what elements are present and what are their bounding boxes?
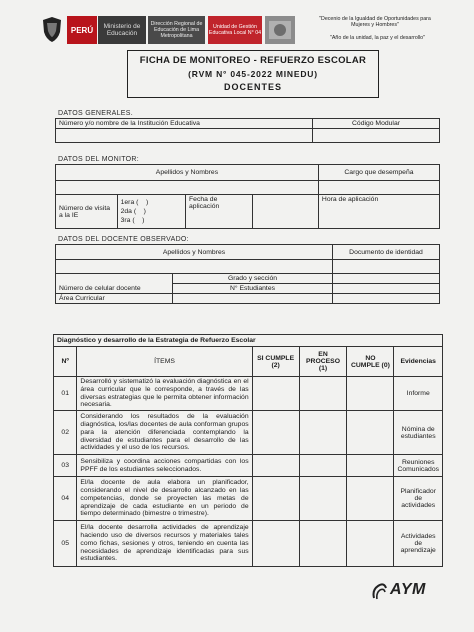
estudiantes-label: N° Estudiantes: [173, 284, 333, 294]
ugel-box: [208, 16, 262, 44]
estudiantes-field[interactable]: [333, 284, 440, 294]
aym-flourish-icon: [370, 580, 390, 602]
row-no-cell[interactable]: [347, 521, 394, 567]
title-sub: DOCENTES: [223, 82, 282, 92]
monitor-cargo-field[interactable]: [318, 181, 439, 195]
row-si-cell[interactable]: [252, 377, 299, 411]
table-row: [54, 521, 443, 567]
row-no-cell[interactable]: [347, 377, 394, 411]
row-proceso-cell[interactable]: [299, 477, 347, 521]
row-evidence: Informe: [394, 377, 443, 411]
fecha-label: Fecha de aplicación: [186, 195, 253, 229]
datos-docente-heading: DATOS DEL DOCENTE OBSERVADO:: [58, 236, 189, 243]
header-evidencias: Evidencias: [394, 347, 443, 377]
peru-label: PERÚ: [70, 25, 94, 35]
area-field[interactable]: [173, 294, 333, 304]
grado-label: Grado y sección: [173, 274, 333, 284]
hora-label: Hora de aplicación: [321, 196, 379, 203]
diagnostico-title: Diagnóstico y desarrollo de la Estrategia de Refuerzo Escolar: [54, 335, 443, 347]
decenio-text: "Decenio de la Igualdad de Oportunidades para Mujeres y Hombres": [319, 16, 431, 29]
fecha-field[interactable]: [252, 195, 318, 229]
row-proceso-cell[interactable]: [299, 455, 347, 477]
institucion-label: Número y/o nombre de la Institución Educativa: [56, 119, 313, 129]
table-row: [54, 377, 443, 411]
visita-options: [117, 195, 185, 229]
area-extra-field[interactable]: [333, 294, 440, 304]
area-label: Área Curricular: [56, 294, 173, 304]
hora-cell[interactable]: [318, 195, 439, 229]
title-box: [127, 50, 379, 98]
datos-generales-table: [55, 118, 440, 143]
header-si: SI CUMPLE (2): [252, 347, 299, 377]
header-items: ÍTEMS: [77, 347, 252, 377]
row-proceso-cell[interactable]: [299, 377, 347, 411]
datos-monitor-heading: DATOS DEL MONITOR:: [58, 156, 139, 163]
docente-celular-label: Número de celular docente: [56, 274, 173, 294]
row-proceso-cell[interactable]: [299, 411, 347, 455]
anio-text: "Año de la unidad, la paz y el desarrollo": [329, 35, 426, 41]
row-item-text: Desarrolló y sistematizó la evaluación diagnóstica en el área curricular que le corresponde, a través de las diversas estrategias que le permita obtener información necesaria.: [77, 377, 252, 411]
row-number: 03: [54, 455, 77, 477]
visita-2[interactable]: 2da ( ): [120, 207, 146, 215]
monitor-apellidos-field[interactable]: [56, 181, 319, 195]
docente-apellidos-label: Apellidos y Nombres: [56, 245, 333, 260]
row-number: 04: [54, 477, 77, 521]
row-evidence: Nómina de estudiantes: [394, 411, 443, 455]
peru-label-box: [67, 16, 97, 44]
monitor-cargo-label: Cargo que desempeña: [318, 165, 439, 181]
visita-1[interactable]: 1era ( ): [120, 198, 149, 206]
header-proceso: EN PROCESO (1): [299, 347, 347, 377]
ministry-label: Ministerio de Educación: [103, 22, 141, 37]
row-number: 01: [54, 377, 77, 411]
row-no-cell[interactable]: [347, 411, 394, 455]
row-number: 02: [54, 411, 77, 455]
row-si-cell[interactable]: [252, 455, 299, 477]
aym-logo: [370, 578, 432, 604]
datos-docente-table: [55, 244, 440, 304]
row-evidence: Actividades de aprendizaje: [394, 521, 443, 567]
peru-shield-icon: [40, 16, 64, 44]
codigo-label: Código Modular: [313, 119, 440, 129]
row-proceso-cell[interactable]: [299, 521, 347, 567]
docente-documento-label: Documento de identidad: [333, 245, 440, 260]
datos-generales-heading: DATOS GENERALES.: [58, 110, 133, 117]
institucion-field[interactable]: [56, 129, 313, 143]
title-rvm: (RVM N° 045-2022 MINEDU): [188, 69, 318, 79]
row-no-cell[interactable]: [347, 455, 394, 477]
regional-label: Dirección Regional de Educación de Lima Metropolitana: [150, 20, 203, 40]
row-evidence: Planificador de actividades: [394, 477, 443, 521]
datos-monitor-table: [55, 164, 440, 229]
row-item-text: Considerando los resultados de la evaluación diagnóstica, los/las docentes de aula conforman grupos para la atención diferenciada contemplando la diversidad de estudiantes para el desarrollo de las actividades y el uso de los recursos.: [77, 411, 252, 455]
table-row: [54, 477, 443, 521]
table-row: [54, 455, 443, 477]
docente-documento-field[interactable]: [333, 260, 440, 274]
row-evidence: Reuniones Comunicados: [394, 455, 443, 477]
aym-logo-text: AYM: [390, 581, 426, 598]
title-main: FICHA DE MONITOREO - REFUERZO ESCOLAR: [139, 55, 367, 66]
header-no: NO CUMPLE (0): [347, 347, 394, 377]
row-item-text: El/la docente de aula elabora un planificador, considerando el nivel de desarrollo alcanzado en las competencias, donde se proyecten las metas de aprendizaje de cada estudiante en un periodo de tiempo determinado (bimestre o trimestre).: [77, 477, 252, 521]
table-row: [54, 411, 443, 455]
diagnostico-table: [53, 334, 443, 567]
monitor-apellidos-label: Apellidos y Nombres: [56, 165, 319, 181]
ugel-label: Unidad de Gestión Educativa Local N° 04: [208, 23, 262, 36]
row-number: 05: [54, 521, 77, 567]
row-si-cell[interactable]: [252, 477, 299, 521]
row-si-cell[interactable]: [252, 411, 299, 455]
row-si-cell[interactable]: [252, 521, 299, 567]
ministry-box: [98, 16, 146, 44]
row-no-cell[interactable]: [347, 477, 394, 521]
row-item-text: Sensibiliza y coordina acciones compartidas con los PPFF de los estudiantes seleccionados.: [77, 455, 252, 477]
row-item-text: El/la docente desarrolla actividades de aprendizaje haciendo uso de diversos recursos y materiales tales como fichas, sesiones y otros, teniendo en cuenta las necesidades de aprendizaje identificadas para sus estudiantes.: [77, 521, 252, 567]
docente-apellidos-field[interactable]: [56, 260, 333, 274]
ugel-logo-icon: [265, 16, 295, 44]
regional-box: [148, 16, 205, 44]
codigo-field[interactable]: [313, 129, 440, 143]
numero-visita-label: Número de visita a la IE: [56, 195, 118, 229]
header-n: Nº: [54, 347, 77, 377]
grado-field[interactable]: [333, 274, 440, 284]
visita-3[interactable]: 3ra ( ): [120, 217, 145, 225]
